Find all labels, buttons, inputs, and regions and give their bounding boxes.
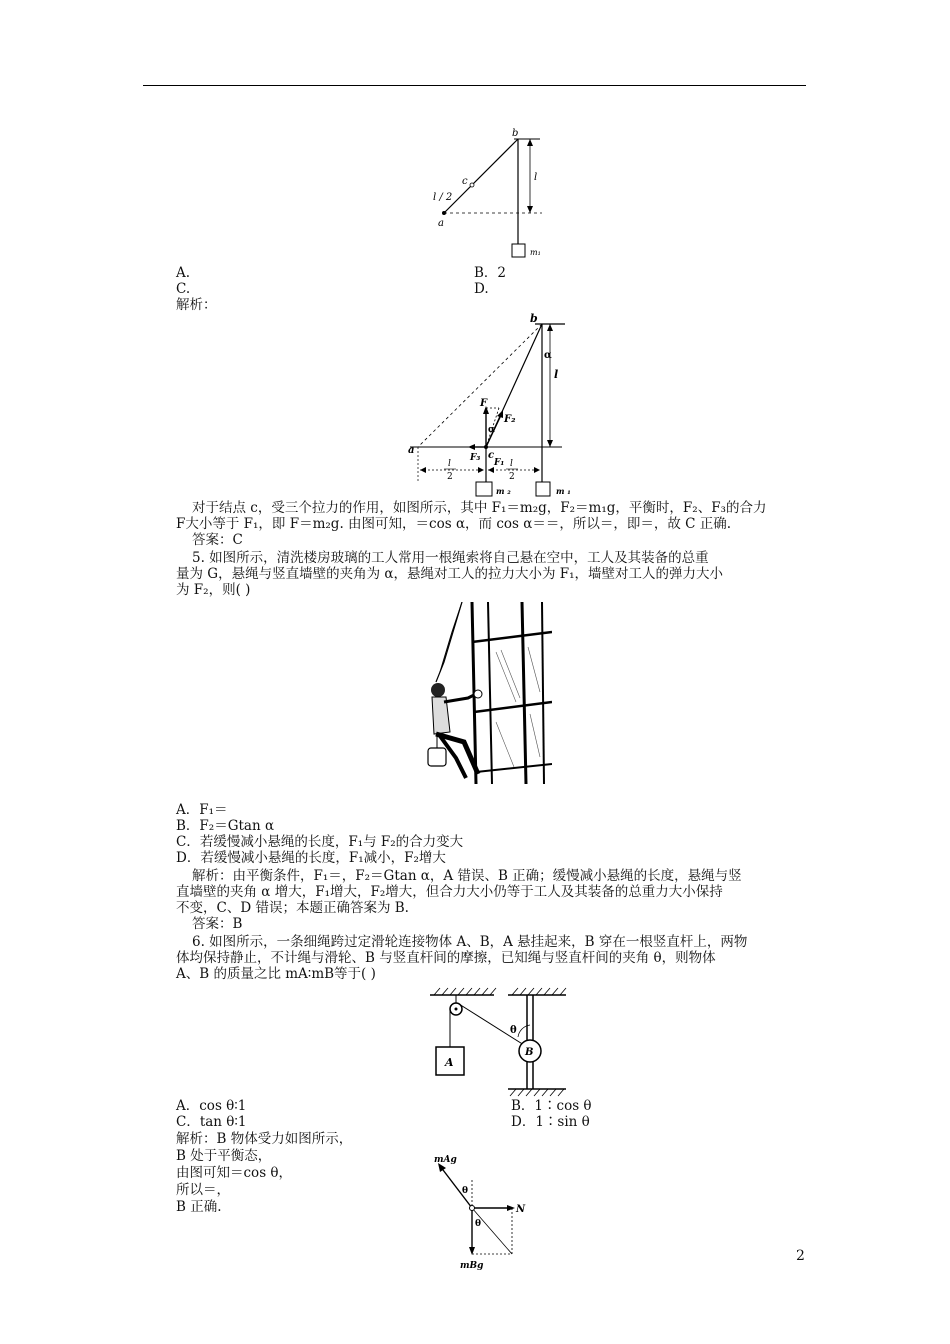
q6-option-a: A．cos θ∶1 (176, 1098, 247, 1114)
q5-analysis-line-3: 不变，C、D 错误；本题正确答案为 B. (176, 900, 409, 916)
q5-analysis-line-2: 直墙壁的夹角 α 增大，F₁增大，F₂增大，但合力大小仍等于工人及其装备的总重力大小保持 (176, 884, 723, 900)
svg-text:b: b (530, 312, 538, 325)
svg-text:B: B (525, 1047, 534, 1058)
label-b: b (512, 128, 519, 139)
svg-text:mAg: mAg (434, 1155, 457, 1165)
label-c: c (462, 176, 468, 187)
q5-stem-line-1: 5. 如图所示，清洗楼房玻璃的工人常用一根绳索将自己悬在空中，工人及其装备的总重 (192, 550, 709, 566)
q6-stem-line-1: 6. 如图所示，一条细绳跨过定滑轮连接物体 A、B，A 悬挂起来，B 穿在一根竖直杆上，两物 (192, 934, 748, 950)
q6-analysis-line-1: 解析：B 物体受力如图所示， (176, 1131, 353, 1147)
figure-7-force-diagram-B (428, 1150, 538, 1272)
dashed-slant (418, 324, 542, 447)
q5-option-b: B．F₂＝Gtan α (176, 818, 275, 834)
svg-text:mBg: mBg (460, 1261, 484, 1271)
figure-5-window-washer (416, 602, 552, 784)
svg-text:m ₁: m ₁ (556, 486, 571, 496)
svg-text:F₃: F₃ (470, 453, 481, 463)
label-m1: m₁ (530, 248, 541, 257)
q6-analysis-line-2: B 处于平衡态， (176, 1148, 272, 1164)
figure-1-rope-diagram (430, 122, 570, 267)
q6-stem-line-2: 体均保持静止，不计绳与滑轮、B 与竖直杆间的摩擦，已知绳与竖直杆间的夹角 θ，则物体 (176, 950, 716, 966)
svg-text:θ: θ (475, 1219, 482, 1229)
q6-option-b: B．1∶cos θ (511, 1098, 592, 1114)
svg-text:θ: θ (510, 1025, 517, 1036)
mass-m2 (476, 482, 492, 496)
q6-option-c: C．tan θ∶1 (176, 1114, 247, 1130)
q4-option-a: A. (176, 265, 191, 281)
mass-m1 (512, 244, 525, 257)
q5-option-c: C．若缓慢减小悬绳的长度，F₁与 F₂的合力变大 (176, 834, 464, 850)
q4-text-line-1: 对于结点 c，受三个拉力的作用，如图所示，其中 F₁＝m₂g，F₂＝m₁g，平衡时，F₂、F₃的合力 (192, 500, 767, 516)
q6-analysis-line-5: B 正确. (176, 1199, 222, 1215)
q4-option-d: D. (474, 281, 489, 297)
q6-analysis-line-4: 所以＝， (176, 1182, 230, 1198)
svg-text:a: a (408, 445, 415, 456)
point-a (442, 211, 446, 215)
q5-option-a: A．F₁＝ (176, 802, 228, 818)
q4-option-b: B．2 (474, 265, 507, 281)
figure-6-pulley-system (426, 985, 576, 1098)
q5-analysis-line-1: 解析：由平衡条件，F₁＝，F₂＝Gtan α，A 错误、B 正确；缓慢减小悬绳的长度，悬绳与竖 (192, 868, 742, 884)
svg-text:l: l (448, 459, 451, 469)
point-c (470, 183, 474, 187)
header-rule (143, 85, 806, 86)
q5-stem-line-2: 量为 G，悬绳与竖直墙壁的夹角为 α，悬绳对工人的拉力大小为 F₁，墙壁对工人的弹力大小 (176, 566, 724, 582)
svg-text:θ: θ (462, 1186, 469, 1196)
svg-text:l: l (554, 368, 559, 381)
svg-text:m ₂: m ₂ (496, 486, 511, 496)
q4-text-line-2: F大小等于 F₁，即 F＝m₂g. 由图可知，＝cos α，而 cos α＝＝，所以＝，即＝，故 C 正确. (176, 516, 732, 532)
q5-option-d: D．若缓慢减小悬绳的长度，F₁减小，F₂增大 (176, 850, 446, 866)
svg-text:A: A (445, 1056, 454, 1069)
svg-text:l: l (510, 459, 513, 469)
svg-text:N: N (516, 1204, 526, 1215)
q6-analysis-line-3: 由图可知＝cos θ， (176, 1165, 293, 1181)
q5-stem-line-3: 为 F₂，则( ) (176, 582, 251, 598)
svg-text:c: c (488, 450, 495, 461)
figure-2-force-diagram (400, 310, 590, 500)
svg-text:α: α (488, 425, 495, 435)
svg-text:F₂: F₂ (504, 414, 516, 425)
label-a: a (438, 218, 444, 229)
mass-m1 (536, 482, 550, 496)
q4-answer: 答案：C (192, 532, 243, 548)
slanted-rope (444, 139, 518, 213)
svg-text:F₁: F₁ (494, 458, 505, 468)
label-l: l (534, 172, 538, 183)
svg-text:2: 2 (447, 472, 453, 482)
page-number: 2 (796, 1248, 805, 1264)
label-half: l / 2 (433, 192, 453, 203)
q4-analysis-label: 解析： (176, 297, 217, 313)
q5-answer: 答案：B (192, 916, 243, 932)
svg-text:F: F (480, 398, 488, 409)
svg-text:2: 2 (509, 472, 515, 482)
q6-option-d: D．1∶sin θ (511, 1114, 590, 1130)
q6-stem-line-3: A、B 的质量之比 mA∶mB等于( ) (176, 966, 376, 982)
svg-text:α: α (544, 350, 552, 361)
q4-option-c: C. (176, 281, 191, 297)
